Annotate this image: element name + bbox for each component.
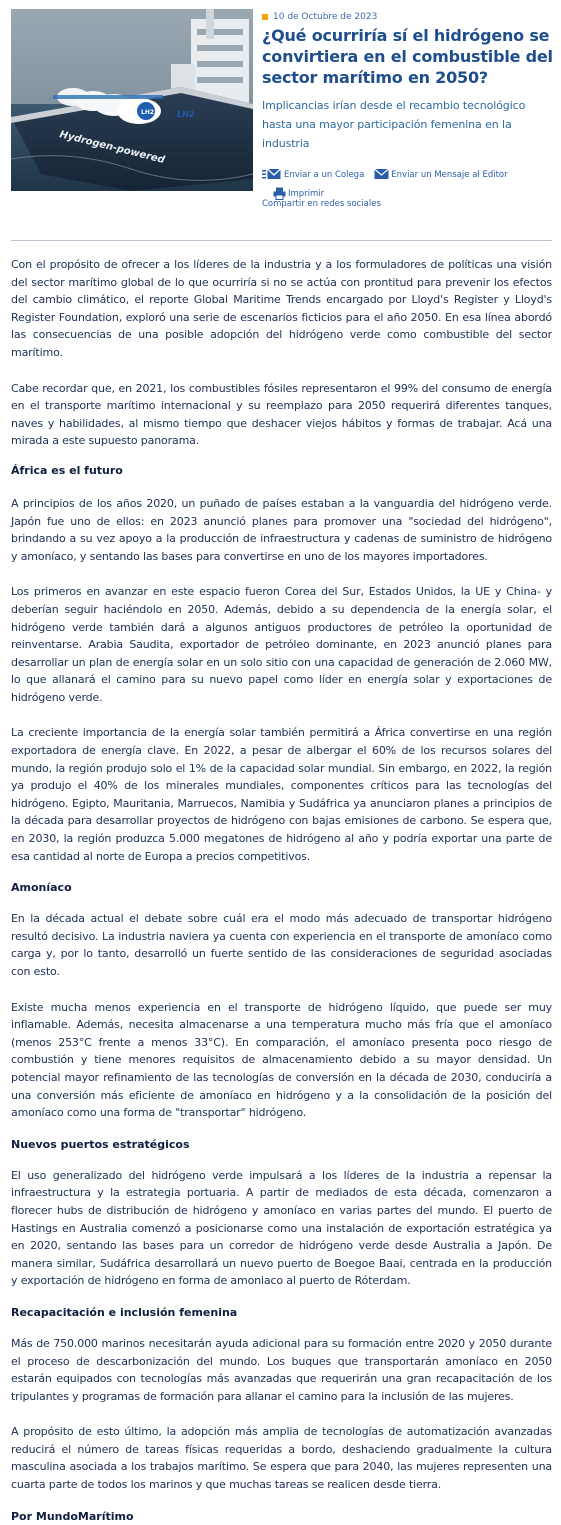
paragraph: Existe mucha menos experiencia en el transporte de hidrógeno líquido, que puede ser muy inflamable. Además, necesita almacenarse a una temperatura mucho más fría que el amoníaco (menos 253°C frente a menos 33°C). En comparación, el amoníaco presenta poco riesgo de combustión y tiene menores requisitos de almacenamiento debido a su mayor densidad. Un potencial mayor refinamiento de las tecnologías de conversión en la década de 2030, conduciría a una conversión más eficiente de amoníaco en hidrógeno y a la consolidación de la posición del amoníaco como una forma de "transportar" hidrógeno. [11, 1000, 552, 1120]
send-editor-link[interactable] [374, 168, 507, 181]
header-divider [11, 240, 552, 241]
paragraph: En la década actual el debate sobre cuál era el modo más adecuado de transportar hidrógeno resultó decisivo. La industria naviera ya cuenta con experiencia en el transporte de amoníaco como carga y, por lo tanto, desarrolló un fuerte sentido de las consideraciones de seguridad asociadas con esto. [11, 912, 552, 978]
paragraph: Cabe recordar que, en 2021, los combustibles fósiles representaron el 99% del consumo de energía en el transporte marítimo internacional y su reemplazo para 2050 requerirá diferentes tanques, naves y habilidades, al mismo tiempo que deshacer viejos hábitos y formas de trabajar. Acá una mirada a este supuesto panorama. [11, 381, 552, 448]
article-byline: Por MundoMarítimo [11, 1509, 134, 1523]
envelope-icon [374, 168, 389, 181]
article-date: 10 de Octubre de 2023 [273, 12, 378, 22]
article-header [262, 11, 558, 203]
hull-lettering: Hydrogen-powered [58, 129, 166, 167]
send-editor-label: Enviar un Mensaje al Editor [391, 169, 508, 180]
date-bullet-icon [262, 14, 268, 20]
paragraph: A principios de los años 2020, un puñado de países estaban a la vanguardia del hidrógeno verde. Japón fue uno de ellos: en 2023 anunció planes para promover una "sociedad del hidrógeno", brindando a su vez apoyo a la producción de infraestructura y cadenas de suministro de hidrógeno y amoníaco, y sentando las bases para convertirse en uno de los mayores importadores. [11, 496, 552, 563]
tank-logo: LH2 [141, 109, 155, 116]
article-title: ¿Qué ocurriría sí el hidrógeno se convirtiera en el combustible del sector marítimo en 2050? [262, 26, 553, 87]
section-heading: Amoníaco [11, 881, 72, 895]
send-colleague-link[interactable] [262, 168, 364, 181]
envelope-list-icon [262, 168, 282, 181]
paragraph: Más de 750.000 marinos necesitarán ayuda adicional para su formación entre 2020 y 2050 durante el proceso de descarbonización del mundo. Los buques que transportarán amoníaco en 2050 estarán equipados con tecnologías más avanzadas que requerirán una gran recapacitación de los tripulantes y programas de formación para allanar el camino para la inclusión de las mujeres. [11, 1336, 552, 1403]
section-heading: Recapacitación e inclusión femenina [11, 1305, 238, 1319]
section-heading: África es el futuro [11, 463, 123, 477]
paragraph: La creciente importancia de la energía solar también permitirá a África convertirse en una región exportadora de energía clave. En 2022, a pesar de albergar el 60% de los recursos solares del mundo, la región produjo solo el 1% de la capacidad solar mundial. Sin embargo, en 2022, la región ya produjo el 40% de los minerales mundiales, componentes críticos para las tecnologías del hidrógeno. Egipto, Mauritania, Marruecos, Namibia y Sudáfrica ya anunciaron planes a principios de la década para desarrollar proyectos de hidrógeno con bajas emisiones de carbono. Se espera que, en 2030, la región produzca 5.000 megatones de hidrógeno al año y podría exportar una parte de esa cantidad al norte de Europa a precios competitivos. [11, 726, 552, 863]
tank-logo-2: LH2 [177, 110, 195, 119]
hydrogen-ship-illustration [11, 9, 253, 191]
paragraph: Los primeros en avanzar en este espacio fueron Corea del Sur, Estados Unidos, la UE y China- y deberían seguir haciéndolo en 2050. Además, debido a su dependencia de la energía solar, el hidrógeno verde también dará a algunos antiguos productores de petróleo la oportunidad de reinventarse. Arabia Saudita, exportador de petróleo dominante, en 2023 anunció planes para desarrollar un plan de energía solar en un solo sitio con una capacidad de generación de 2.060 MW, lo que allanará el camino para su nuevo papel como líder en energía solar y exportaciones de hidrógeno verde. [11, 585, 552, 704]
article-date-row [262, 11, 558, 23]
send-colleague-label: Enviar a un Colega [284, 169, 365, 180]
article-body [11, 252, 552, 1525]
section-heading: Nuevos puertos estratégicos [11, 1137, 190, 1151]
print-label: Imprimir [288, 188, 325, 199]
paragraph: El uso generalizado del hidrógeno verde impulsará a los líderes de la industria a repensar la infraestructura y la estrategia portuaria. A partir de mediados de esta década, comenzaron a florecer hubs de distribución de hidrógeno y amoníaco en varias partes del mundo. El puerto de Hastings en Australia comenzó a posicionarse como una instalación de exportación estratégica ya en 2020, sentando las bases para un corredor de hidrógeno verde desde Australia a Japón. De manera similar, Sudáfrica desarrollará un nuevo puerto de Boegoe Baai, centrada en la producción y exportación de hidrógeno en forma de amoniaco al puerto de Róterdam. [11, 1168, 552, 1288]
article-image [11, 9, 253, 191]
article-actions [262, 165, 558, 203]
actions-row-1 [262, 165, 558, 184]
share-social-link[interactable]: Compartir en redes sociales [262, 199, 381, 209]
paragraph: A propósito de esto último, la adopción más amplia de tecnologías de automatización avanzadas reducirá el número de tareas físicas requeridas a bordo, deshaciendo gradualmente la cultura masculina asociada a los trabajos marítimo. Se espera que para 2040, las mujeres representen una cuarta parte de todos los marinos y que muchas tareas se realicen desde tierra. [11, 1425, 552, 1492]
paragraph: Con el propósito de ofrecer a los líderes de la industria y a los formuladores de políticas una visión del sector marítimo global de lo que ocurriría si no se actúa con prontitud para prevenir los efectos del cambio climático, el reporte Global Maritime Trends encargado por Lloyd's Register y Lloyd's Register Foundation, exploró una serie de escenarios ficticios para el año 2050. En esa línea abordó las consecuencias de una posible adopción del hidrógeno verde como combustible del sector marítimo. [11, 258, 552, 359]
article-subtitle: Implicancias irían desde el recambio tecnológico hasta una mayor participación femenina en la industria [262, 99, 526, 150]
